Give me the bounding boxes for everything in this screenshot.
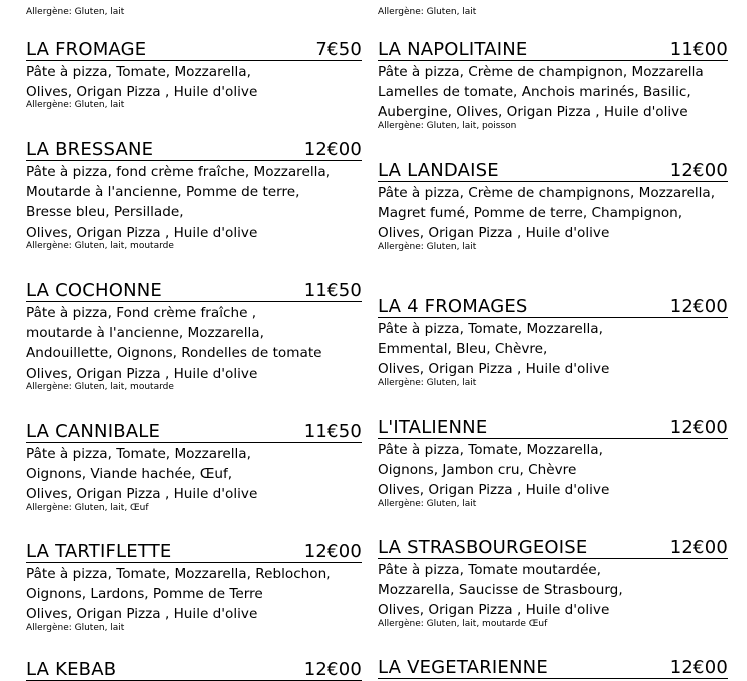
item-name: LA STRASBOURGEOISE [378, 537, 588, 558]
item-name: LA LANDAISE [378, 160, 499, 181]
description-line: Aubergine, Olives, Origan Pizza , Huile d'olive [378, 104, 688, 121]
description-line: Andouillette, Oignons, Rondelles de tomate [26, 345, 322, 362]
menu-item-strasbourgeoise [378, 536, 728, 630]
allergen-note: Allergène: Gluten, lait [26, 100, 125, 111]
item-description [26, 162, 362, 243]
menu-item-tartiflette [26, 540, 362, 634]
description-line: Olives, Origan Pizza , Huile d'olive [26, 606, 258, 623]
description-line: Pâte à pizza, Tomate, Mozzarella, [378, 442, 603, 458]
allergen-note: Allergène: Gluten, lait [378, 498, 477, 509]
allergen-note: Allergène: Gluten, lait, moutarde [26, 381, 174, 392]
item-name: LA VEGETARIENNE [378, 657, 548, 678]
item-price: 11€50 [303, 280, 362, 301]
allergen-note: Allergène: Gluten, lait [378, 377, 477, 388]
item-price: 12€00 [303, 541, 362, 562]
item-header [26, 658, 362, 681]
item-price: 12€00 [669, 657, 728, 678]
item-price: 12€00 [303, 659, 362, 680]
menu-item-napolitaine [378, 38, 728, 132]
menu-item-vegetarienne [378, 656, 728, 679]
description-line: Pâte à pizza, Tomate, Mozzarella, [378, 321, 603, 337]
menu-item-bressane [26, 138, 362, 252]
description-line: Pâte à pizza, Crème de champignon, Mozzarella [378, 64, 704, 80]
item-price: 12€00 [669, 537, 728, 558]
item-header [378, 536, 728, 559]
description-line: Oignons, Jambon cru, Chèvre [378, 462, 577, 479]
item-header [378, 295, 728, 318]
item-header [26, 279, 362, 302]
menu-item-italienne [378, 416, 728, 510]
item-name: LA 4 FROMAGES [378, 296, 528, 317]
description-line: Lamelles de tomate, Anchois marinés, Basilic, [378, 84, 691, 101]
item-name: LA KEBAB [26, 659, 117, 680]
menu-item-kebab [26, 658, 362, 681]
allergen-note: Allergène: Gluten, lait, poisson [378, 120, 517, 131]
item-name: L'ITALIENNE [378, 417, 488, 438]
description-line: Olives, Origan Pizza , Huile d'olive [378, 361, 610, 378]
item-name: LA COCHONNE [26, 280, 162, 301]
item-description [378, 560, 728, 621]
menu-item-cochonne [26, 279, 362, 393]
item-price: 7€50 [315, 39, 362, 60]
item-header [378, 656, 728, 679]
item-description [26, 564, 362, 625]
item-description [378, 319, 728, 380]
item-price: 12€00 [303, 139, 362, 160]
item-description [26, 444, 362, 505]
item-header [378, 159, 728, 182]
item-price: 12€00 [669, 417, 728, 438]
item-name: LA NAPOLITAINE [378, 39, 528, 60]
description-line: Bresse bleu, Persillade, [26, 204, 184, 221]
description-line: Olives, Origan Pizza , Huile d'olive [26, 365, 258, 382]
item-description [378, 440, 728, 501]
item-price: 11€00 [669, 39, 728, 60]
description-line: Olives, Origan Pizza , Huile d'olive [26, 224, 258, 241]
item-price: 12€00 [669, 160, 728, 181]
item-name: LA CANNIBALE [26, 421, 161, 442]
item-header [378, 38, 728, 61]
description-line: Olives, Origan Pizza , Huile d'olive [26, 84, 258, 101]
allergen-note: Allergène: Gluten, lait [378, 241, 477, 252]
item-header [26, 420, 362, 443]
description-line: Olives, Origan Pizza , Huile d'olive [26, 486, 258, 503]
description-line: Pâte à pizza, Tomate, Mozzarella, [26, 446, 251, 462]
menu-item-landaise [378, 159, 728, 253]
item-description [26, 62, 362, 102]
description-line: Emmental, Bleu, Chèvre, [378, 341, 548, 358]
item-description [378, 183, 728, 244]
description-line: Mozzarella, Saucisse de Strasbourg, [378, 582, 623, 599]
item-description [26, 303, 362, 384]
description-line: Pâte à pizza, Tomate, Mozzarella, [26, 64, 251, 80]
item-header [26, 138, 362, 161]
description-line: Magret fumé, Pomme de terre, Champignon, [378, 205, 683, 222]
item-name: LA FROMAGE [26, 39, 147, 60]
item-header [26, 540, 362, 563]
description-line: Oignons, Lardons, Pomme de Terre [26, 586, 263, 603]
item-price: 12€00 [669, 296, 728, 317]
item-description [378, 62, 728, 123]
description-line: Oignons, Viande hachée, Œuf, [26, 466, 233, 483]
description-line: Moutarde à l'ancienne, Pomme de terre, [26, 184, 300, 201]
menu-item-fromage [26, 38, 362, 111]
allergen-note: Allergène: Gluten, lait, Œuf [26, 502, 149, 513]
item-header [26, 38, 362, 61]
item-name: LA BRESSANE [26, 139, 154, 160]
allergen-note: Allergène: Gluten, lait [26, 7, 125, 17]
item-name: LA TARTIFLETTE [26, 541, 172, 562]
description-line: Olives, Origan Pizza , Huile d'olive [378, 602, 610, 619]
description-line: Pâte à pizza, Tomate moutardée, [378, 562, 601, 578]
item-header [378, 416, 728, 439]
allergen-note: Allergène: Gluten, lait, moutarde [26, 240, 174, 251]
allergen-note: Allergène: Gluten, lait [378, 7, 477, 17]
description-line: Pâte à pizza, fond crème fraîche, Mozzarella, [26, 164, 331, 180]
menu-item-4-fromages [378, 295, 728, 389]
description-line: Olives, Origan Pizza , Huile d'olive [378, 225, 610, 242]
description-line: moutarde à l'ancienne, Mozzarella, [26, 325, 264, 342]
allergen-note: Allergène: Gluten, lait, moutarde Œuf [378, 618, 548, 629]
description-line: Pâte à pizza, Crème de champignons, Mozzarella, [378, 185, 716, 201]
allergen-note: Allergène: Gluten, lait [26, 622, 125, 633]
description-line: Olives, Origan Pizza , Huile d'olive [378, 482, 610, 499]
menu-item-cannibale [26, 420, 362, 514]
item-price: 11€50 [303, 421, 362, 442]
description-line: Pâte à pizza, Fond crème fraîche , [26, 305, 257, 321]
description-line: Pâte à pizza, Tomate, Mozzarella, Reblochon, [26, 566, 331, 582]
